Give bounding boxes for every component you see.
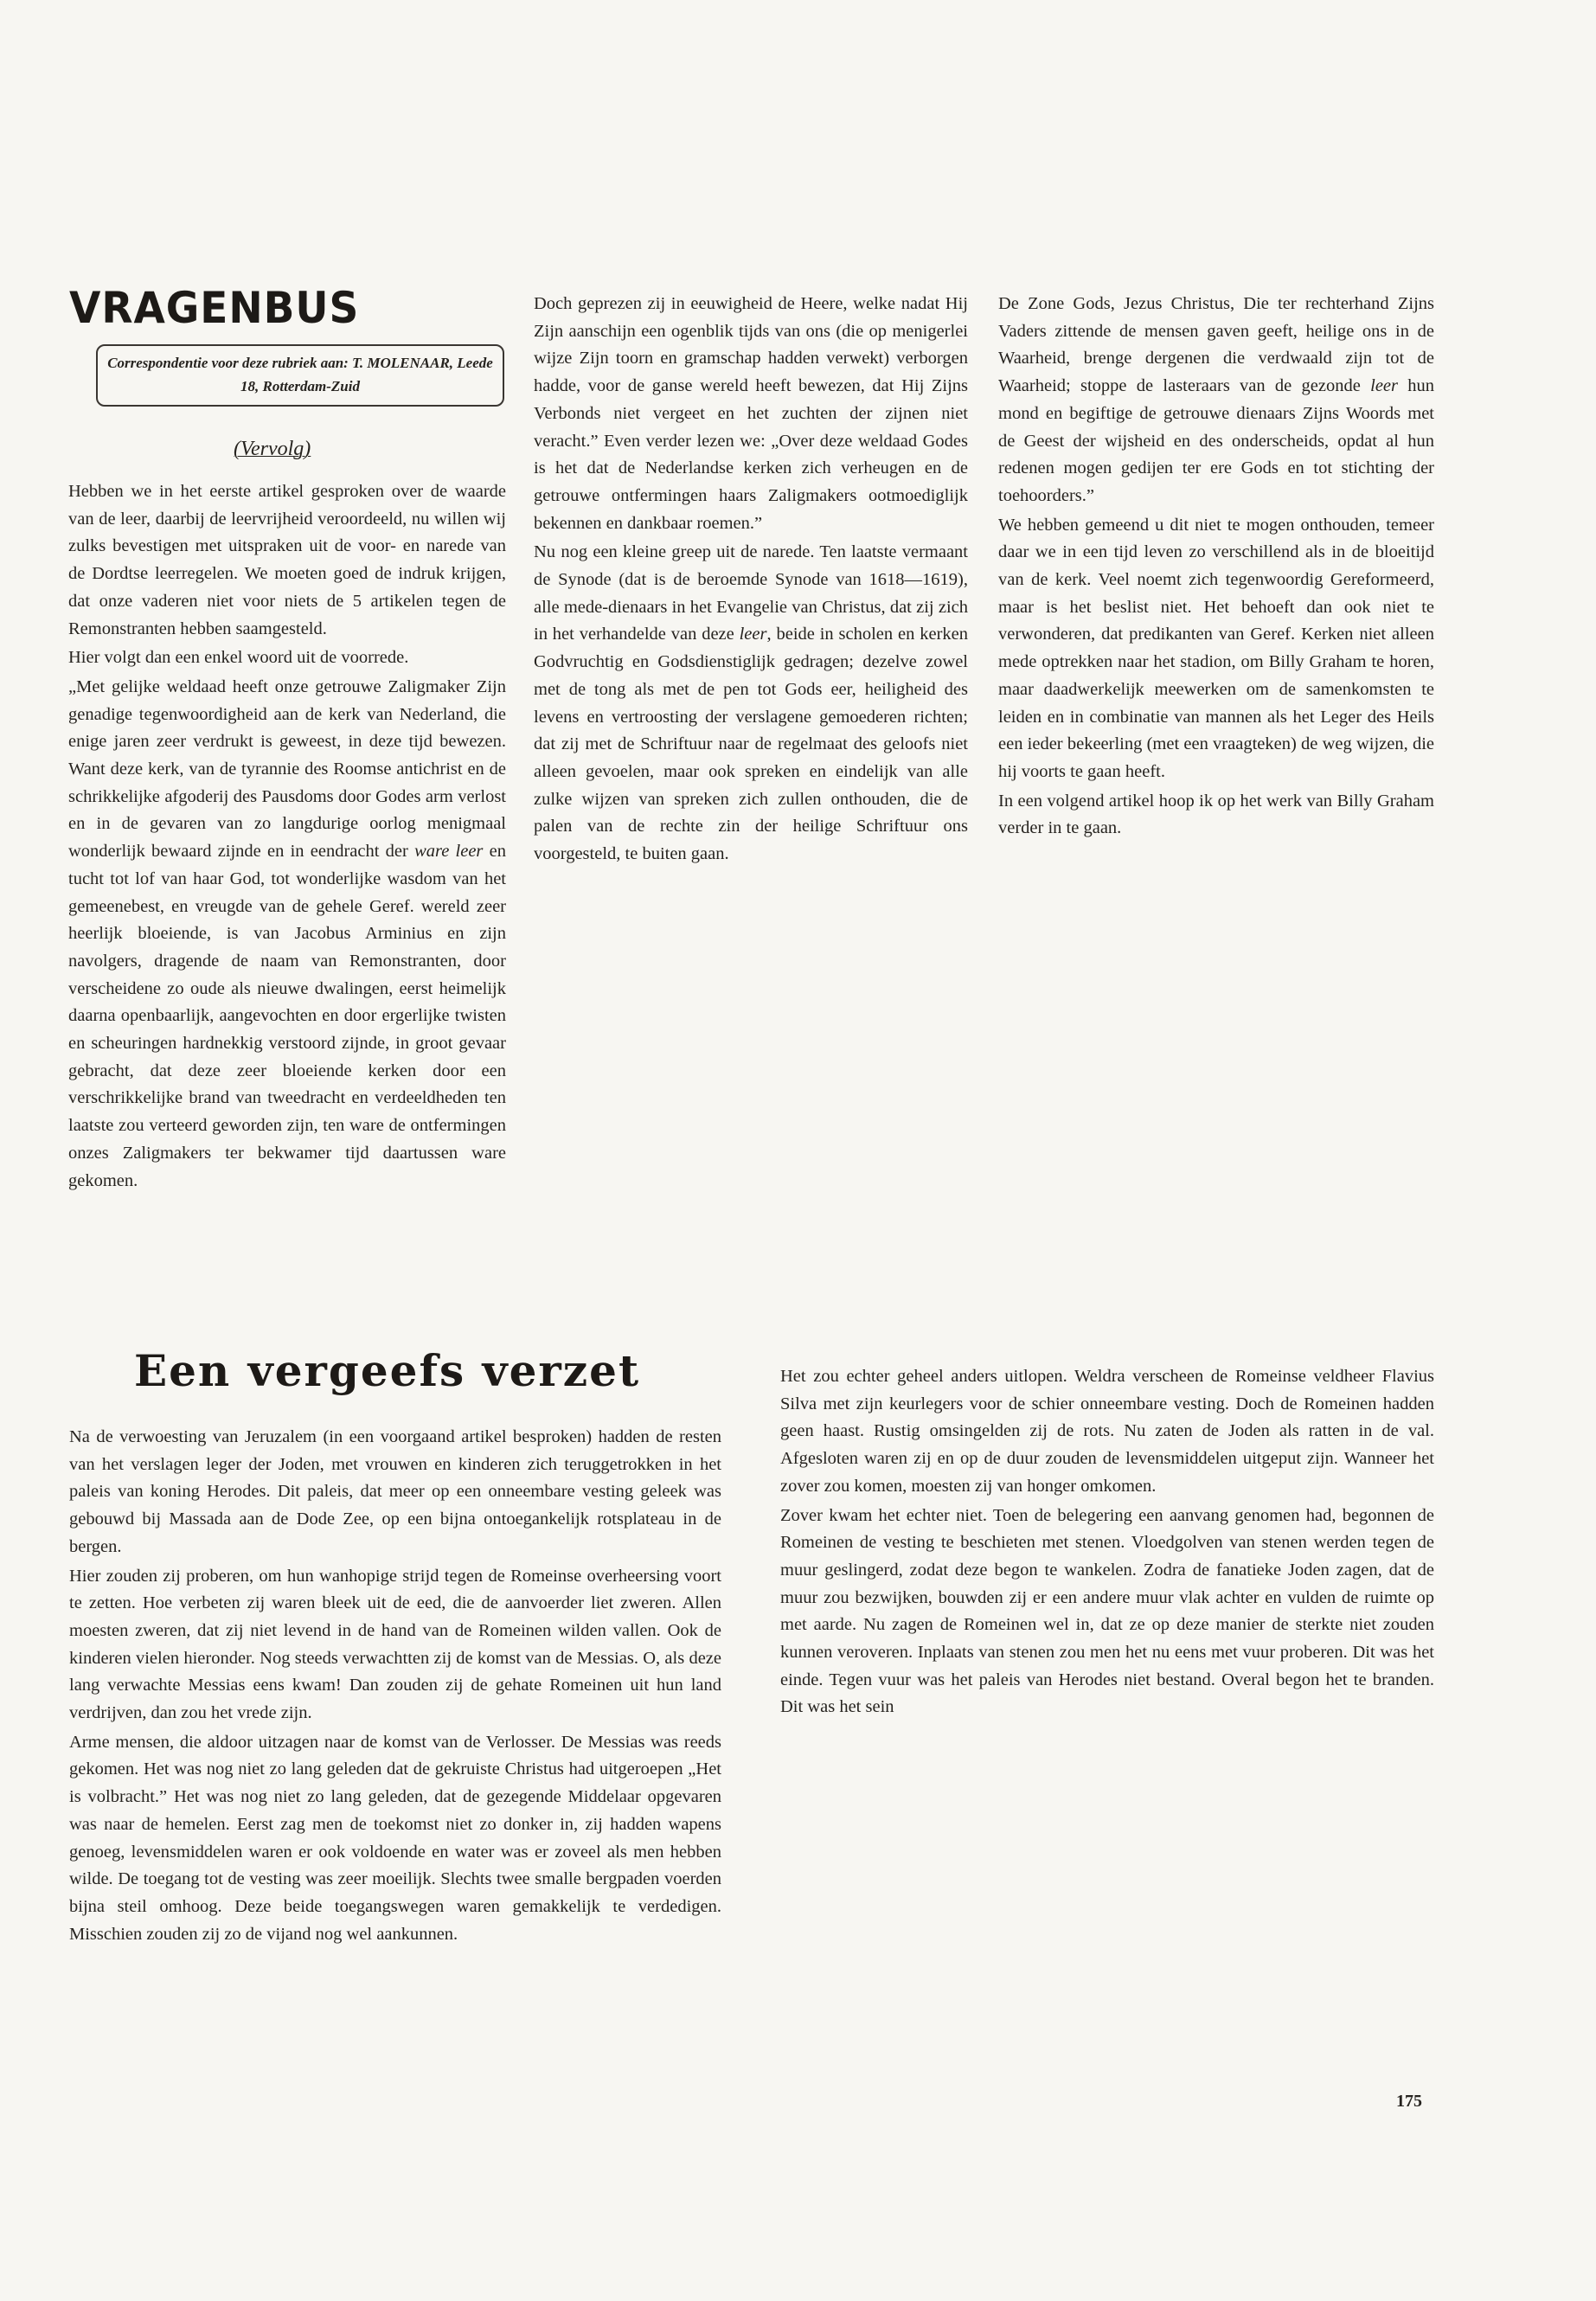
vragenbus-paragraph [534,539,968,868]
vragenbus-quote-part: en tucht tot lof van haar God, tot wonderlijke wasdom van het gemeenebest, en vreugde van de gehele Geref. wereld zeer heerlijk bloeiende, is van Jacobus Arminius en zijn navolgers, dragende de naam van Remonstranten, door verscheidene zo oude als nieuwe dwalingen, eerst heimelijk daarna openbaarlijk, aangevochten en door ergerlijke twisten en scheuringen hardnekkig verstoord zijnde, in groot gevaar gebracht, dat deze zeer bloeiende kerken door een verschrikkelijke brand van tweedracht en verdeeldheden ten laatste zou verteerd geworden zijn, ten ware de ontfermingen onzes Zaligmakers ter bekwamer tijd daartussen ware gekomen. [68,842,506,1190]
prayer-part: hun mond en begiftige de getrouwe dienaars Zijns Woords met de Geest der wijsheid en des onderscheids, opdat al hun redenen mogen gedijen ter ere Gods en tot stichting der toehoorders.” [998,376,1435,505]
vragenbus-column-3 [998,291,1434,844]
vragenbus-paragraph [68,674,506,1195]
emphasis-leer: leer [739,625,767,644]
page-number: 175 [1396,2092,1422,2111]
article-paragraph: Zover kwam het echter niet. Toen de belegering een aanvang genomen had, begonnen de Romeinen de vesting te beschieten met stenen. Vloedgolven van stenen werden tegen de muur geslingerd, zodat deze begon te wankelen. Zodra de fanatieke Joden zagen, dat de muur zou bezwijken, bouwden zij er een andere muur vlak achter en vulden de ruimte op met aarde. Nu zagen de Romeinen wel in, dat ze op deze manier de sterkte niet zouden kunnen veroveren. Inplaats van stenen zou men het nu eens met vuur proberen. Dit was het einde. Tegen vuur was het paleis van Herodes niet bestand. Overal begon het te branden. Dit was het sein [780,1505,1434,1717]
vragenbus-paragraph: Hebben we in het eerste artikel gesproken over de waarde van de leer, daarbij de leervrijheid veroordeeld, nu willen wij zulks bevestigen met uitspraken uit de voor- en narede van de Dordtse leerregelen. We moeten goed de indruk krijgen, dat onze vaderen niet voor niets de 5 artikelen tegen de Remonstranten hebben saamgesteld. [68,482,506,638]
vragenbus-subtitle: (Vervolg) [234,438,311,460]
vragenbus-paragraph: In een volgend artikel hoop ik op het werk van Billy Graham verder in te gaan. [998,791,1434,838]
article-column-1 [69,1424,721,1950]
emphasis-ware-leer: ware leer [414,842,484,862]
article-heading: Een vergeefs verzet [134,1345,641,1396]
emphasis-leer: leer [1370,376,1398,396]
article-paragraph: Arme mensen, die aldoor uitzagen naar de komst van de Verlosser. De Messias was reeds gekomen. Het was nog niet zo lang geleden dat de gekruiste Christus had uitgeroepen „Het is volbracht.” Het was nog niet zo lang geleden, dat de gezegende Middelaar opgevaren was naar de hemelen. Eerst zag men de toekomst niet zo donker in, zij hadden wapens genoeg, levensmiddelen waren er ook voldoende en water was er zoveel als men hebben wilde. De toegang tot de vesting was zeer moeilijk. Slechts twee smalle bergpaden voerden bijna steil omhoog. Deze beide toegangswegen waren gemakkelijk te verdedigen. Misschien zouden zij zo de vijand nog wel aankunnen. [69,1732,721,1944]
vragenbus-paragraph: We hebben gemeend u dit niet te mogen onthouden, temeer daar we in een tijd leven zo verschillend als in de bloeitijd van de kerk. Veel noemt zich tegenwoordig Gereformeerd, maar is het beslist niet. Het behoeft dan ook niet te verwonderen, dat predikanten van Geref. Kerken niet alleen mede optrekken naar het stadion, om Billy Graham te horen, maar daadwerkelijk meewerken om de samenkomsten te leiden en in combinatie van mannen als het Leger des Heils een ieder bekeerling (met een vraagteken) de weg wijzen, die hij voorts te gaan heeft. [998,515,1434,781]
article-paragraph: Na de verwoesting van Jeruzalem (in een voorgaand artikel besproken) hadden de resten van het verslagen leger der Joden, met vrouwen en kinderen zich teruggetrokken in het paleis van koning Herodes. Dit paleis, dat meer op een onneembare vesting geleek was gebouwd bij Massada aan de Dode Zee, op een bijna ontoegankelijk rotsplateau in de bergen. [69,1427,721,1556]
vragenbus-paragraph: Hier volgt dan een enkel woord uit de voorrede. [68,648,409,668]
vragenbus-column-2 [534,291,968,870]
prayer-part: De Zone Gods, Jezus Christus, Die ter rechterhand Zijns Vaders zittende de mensen gaven geeft, heilige ons in de Waarheid, brenge dergenen die verdwaald zijn tot de Waarheid; stoppe de lasteraars van de gezonde [998,294,1434,396]
narede-part: , beide in scholen en kerken Godvruchtig en Godsdienstiglijk gedragen; dezelve zowel met de tong als met de pen tot Gods eer, heiligheid des levens en vertroosting der verslagene gemoederen richten; dat zij met de Schriftuur naar de regelmaat des geloofs niet alleen gevoelen, maar ook spreken en eindelijk van alle zulke wijzen van spreken zich zullen onthouden, die de palen van de rechte zin der heilige Schriftuur ons voorgesteld, te buiten gaan. [534,625,968,864]
vragenbus-paragraph: Doch geprezen zij in eeuwigheid de Heere, welke nadat Hij Zijn aanschijn een ogenblik tijds van ons (die op menigerlei wijze Zijn toorn en gramschap hadden verwekt) verborgen hadde, voor de ganse wereld heeft bewezen, dat Hij Zijns Verbonds niet vergeet en het zuchten der zijnen niet veracht.” Even verder lezen we: „Over deze weldaad Godes is het dat de Nederlandse kerken zich verheugen en de getrouwe ontfermingen haars Zaligmakers ootmoediglijk bekennen en dankbaar roemen.” [534,294,968,533]
vragenbus-paragraph [998,291,1434,510]
article-column-2 [780,1363,1434,1723]
narede-part: Nu nog een kleine greep uit de narede. Ten laatste vermaant de Synode (dat is de beroemde Synode van 1618—1619), alle mede-dienaars in het Evangelie van Christus, dat zij zich in het verhandelde van deze [534,542,968,644]
vragenbus-heading: VRAGENBUS [69,283,360,333]
article-paragraph: Het zou echter geheel anders uitlopen. Weldra verscheen de Romeinse veldheer Flavius Silva met zijn keurlegers voor de schier onneembare vesting. Doch de Romeinen hadden geen haast. Rustig omsingelden zij de rots. Nu zaten de Joden als ratten in de val. Afgesloten waren zij en op de duur zouden de levensmiddelen uitgeput zijn. Wanneer het zover zou komen, moesten zij van honger omkomen. [780,1367,1434,1496]
correspondent-note: Correspondentie voor deze rubriek aan: T. MOLENAAR, Leede 18, Rotterdam-Zuid [96,344,504,407]
vragenbus-quote-part: „Met gelijke weldaad heeft onze getrouwe Zaligmaker Zijn genadige tegenwoordigheid aan de kerk van Nederland, die enige jaren zeer verdrukt is geweest, in deze tijd bewezen. Want deze kerk, van de tyrannie des Roomse antichrist en de schrikkelijke afgoderij des Pausdoms door Godes arm verlost en in de gevaren van zo langdurige oorlog menigmaal wonderlijk bewaard zijnde en in eendracht der [68,676,506,862]
article-paragraph: Hier zouden zij proberen, om hun wanhopige strijd tegen de Romeinse overheersing voort te zetten. Hoe verbeten zij waren bleek uit de eed, die de aanvoerder liet zweren. Allen moesten zweren, dat zij niet levend in de hand van de Romeinen wilden vallen. Ook de kinderen vielen hieronder. Nog steeds verwachtten zij de komst van de Messias. O, als deze lang verwachte Messias eens kwam! Dan zouden zij de gehate Romeinen uit hun land verdrijven, dan zou het vrede zijn. [69,1566,721,1723]
vragenbus-column-1 [68,478,506,1196]
